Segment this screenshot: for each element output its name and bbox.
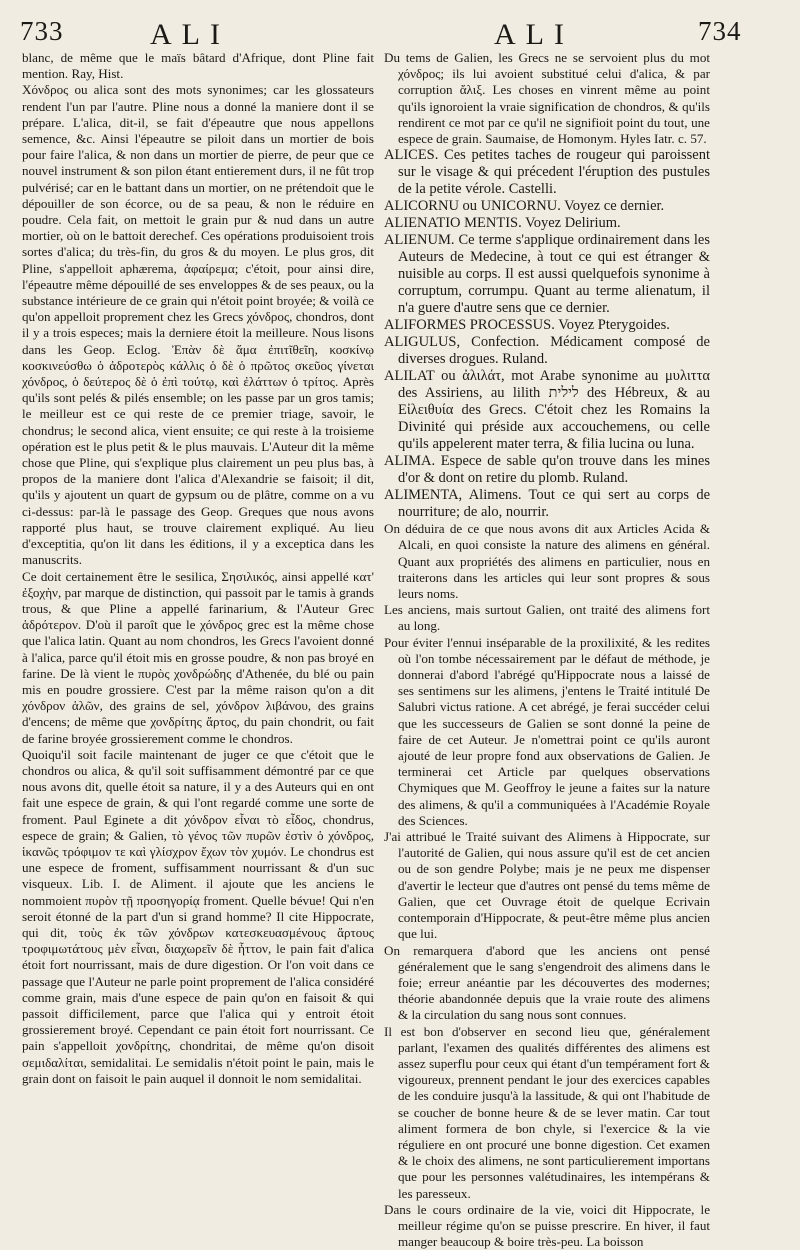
- entry-alima: ALIMA. Espece de sable qu'on trouve dans les mines d'or & dont on retire du plomb. Ruland.: [384, 453, 710, 487]
- paragraph: Il est bon d'observer en second lieu que, généralement parlant, l'examen des qualités différentes des alimens est assez superflu pour ceux qui étant d'un tempérament fort & vigoureux, prennent pendant le jour des exercices capables de les conduire jusqu'à la lassitude, & qui ont l'habitude de se coucher de bonne heure & de se lever matin. Car tout aliment formera de bon chyle, si l'exercice & la vie réguliere en ont procuré une bonne digestion. Cet examen & le choix des alimens, ne sont particulierement importans que pour les personnes valétudinaires, les intempérans & les paresseux.: [384, 1023, 710, 1201]
- entry-aligulus: ALIGULUS, Confection. Médicament composé de diverses drogues. Ruland.: [384, 334, 710, 368]
- paragraph: Quoiqu'il soit facile maintenant de juger ce que c'étoit que le chondros ou alica, & qu'il soit suffisamment démontré par ce que nous avons dit, quelle étoit sa nature, il y a des Auteurs qui en ont fait une espece de grain, & qui l'ont regardé comme une sorte de froment. Paul Eginete a dit χόνδρον εἶναι τὸ εἶδος, chondrus, espece de grain; & Galien, τὸ γένος τῶν πυρῶν ἐστὶν ὁ χόνδρος, ἱκανῶς τρόφιμον τε καὶ γλίσχρον ἔχων τὸν χυμόν. Le chondrus est une espece de froment, suffisamment nourrissant & d'un suc visqueux. Lib. I. de Aliment. il ajoute que les anciens le nommoient πυρὸν τῇ προσηγορίᾳ froment. Quelle bévue! Qui n'en seroit étonné de la part d'un si grand homme? Il cite Hippocrate, qui dit, τοὺς ἐκ τῶν χόνδρων κατεσκευασμένους ἄρτους τροφιμωτάτους μὲν εἶναι, διαχωρεῖν δὲ ἧττον, le pain fait d'alica étoit fort nourrissant, mais de dure digestion. Or l'on voit dans ce passage que l'Auteur ne parle point proprement de l'alica considéré comme grain, mais d'une espece de pain qu'on en faisoit & qui passoit difficilement, parce que l'alica qui y entroit étoit grossierement broyé. Cependant ce pain étoit fort nourrissant. Ce pain s'appelloit χονδρίτης, chondritai, de même qu'on disoit σεμιδαλίται, semidalitai. Le semidalis n'étoit point le pain, mais le grain dont on faisoit le pain auquel il donnoit le nom semidalitai.: [22, 746, 374, 1086]
- paragraph: On déduira de ce que nous avons dit aux Articles Acida & Alcali, en quoi consiste la nature des alimens en général. Quant aux propriétés des alimens en particulier, nous en traiterons dans les articles qui leur sont propres & sous leurs noms.: [384, 521, 710, 602]
- entry-alicornu: ALICORNU ou UNICORNU. Voyez ce dernier.: [384, 198, 665, 215]
- paragraph: On remarquera d'abord que les anciens ont pensé généralement que le sang s'engendroit des alimens dans le foie; erreur anéantie par les découvertes des modernes; théorie abandonnée depuis que la vraie route des alimens & la circulation du sang nous sont connues.: [384, 942, 710, 1023]
- paragraph: Les anciens, mais surtout Galien, ont traité des alimens fort au long.: [384, 602, 710, 634]
- paragraph: Pour éviter l'ennui inséparable de la proxilixité, & les redites où l'on tombe nécessairement par le défaut de méthode, je donnerai d'abord l'abrégé qu'Hippocrate nous a laissé de ses sentimens sur les alimens, j'entens le Traité intitulé De Salubri victus ratione. A cet abrégé, je ferai succéder celui que les successeurs de Galien se sont donné la peine de faire de cet Auteur. Je n'omettrai point ce qu'ils auront ajouté de leur propre fond aux observations de Galien. Je terminerai cet Article par quelques observations Chymiques que M. Geoffroy le jeune a faites sur la nature des alimens, & qu'il a communiquées à l'Académie Royale des Sciences.: [384, 634, 710, 828]
- paragraph: Χόνδρος ou alica sont des mots synonimes; car les glossateurs rendent l'un par l'autre. Pline nous a donné la maniere dont il se prépare. L'alica, dit-il, se fait d'épeautre que nous appellons semence, &c. Ainsi l'épeautre se piloit dans un mortier de bois pour faire l'alica, & non dans un mortier de pierre, de peur que ce nouvel instrument & son pilon étant entierement durs, il ne fût trop pulvérisé; car en le battant dans un mortier, on ne prétendoit que le dépouiller de son écorce, ou de sa peau, & non le réduire en poudre. Cela fait, on mettoit le grain pur & nud dans un autre mortier, où on le battoit derechef. Ces opérations produisoient trois sortes d'alica; du très-fin, du gros & du moyen. Le plus gros, dit Pline, s'appelloit aphærema, ἀφαίρεμα; c'étoit, pour ainsi dire, l'épeautre même dépouillé de ses enveloppes & de ses peaux, ou la substance intérieure de ce grain qui n'étoit point broyée; & voilà ce qu'on appelloit proprement chez les Grecs χόνδρος, chondros, dont il y a trois especes; mais la derniere étoit la meilleure. Nous lisons dans les Geop. Eclog. Ἐπὰν δὲ ἅμα ἐπιτῖθεῖη, κοσκίνῳ κοσκινεύσθω ὁ ἀδροτερὸς κάλλις ὁ δὲ ὁ πρῶτος σκεῦος γίνεται χόνδρος, ὁ δεύτερος δὲ ὁ ἐπὶ τούτῳ, καὶ ἐλάττων ὁ τρίτος. Après qu'ils sont pelés & pilés ensemble; on les passe par un gros tamis; le meilleur est ce qui reste de ce premier triage, savoir, le chondrus; le second alica, vient ensuite; ce qui reste à la troisieme opération est le plus petit & le plus mauvais. L'Auteur dit la même chose que Pline, qui s'explique plus clairement un peu plus bas, à propos de la maniere dont l'alica d'Alexandrie se faisoit; il dit, qu'ils y ajoutent un quart de gypsum ou de plâtre, comme on a vu ci-dessus: par-là le passage des Geop. Greques que nous avons rapporté plus haut, se trouve clairement expliqué. Au lieu d'exceptitia, qu'on lit dans les éditions, il y a exceptica dans les manuscrits.: [22, 82, 374, 568]
- right-page-number: 734: [698, 16, 742, 46]
- entry-alices: ALICES. Ces petites taches de rougeur qui paroissent sur le visage & qui précedent l'éruption des pustules de la petite vérole. Castelli.: [384, 147, 710, 198]
- left-page-number: 733: [20, 16, 64, 46]
- entry-alienatio-mentis: ALIENATIO MENTIS. Voyez Delirium.: [384, 215, 621, 232]
- paragraph: J'ai attribué le Traité suivant des Alimens à Hippocrate, sur l'autorité de Galien, qui nous assure qu'il est de cet ancien ou de son gendre Polybe; mais je ne peux me dispenser d'avertir le lecteur que d'autres ont pensé du tems même de Galien, que cet Ouvrage étoit de quelque Ecrivain contemporain d'Hippocrate, & peut-être même plus ancien que lui.: [384, 829, 710, 942]
- right-text-column: [384, 50, 710, 1250]
- entry-alilat: ALILAT ou ἀλιλάτ, mot Arabe synonime au μυλιττα des Assiriens, au lilith לילית des Hébreux, & au Εἰλειθυία des Grecs. C'étoit chez les Romains la Divinité qui préside aux accouchemens, ou celle qu'ils appelerent mater terra, & filia lucina ou luna.: [384, 368, 710, 453]
- left-running-headword: ALI: [150, 18, 230, 51]
- paragraph: Dans le cours ordinaire de la vie, voici dit Hippocrate, le meilleur régime qu'on se puisse prescrire. En hiver, il faut manger beaucoup & boire très-peu. La boisson: [384, 1201, 710, 1250]
- paragraph: Ce doit certainement être le sesilica, Σησιλικός, ainsi appellé κατ' ἐξοχὴν, par marque de distinction, qui passoit par le tamis à grands trous, & que Pline a appellé farinarium, & l'Auteur Grec ἁδρότερον. D'où il paroît que le χόνδρος grec est la même chose que l'alica latin. Quant au nom chondros, les Grecs l'avoient donné à l'alica, parce qu'il étoit mis en grosse poudre, & non pas broyé en farine. De là vient le πυρὸς χονδρώδης d'Athenée, du blé ou pain mis en poudre grossiere. C'est par la même raison qu'on a dit χόνδρον ἁλῶν, des grains de sel, χόνδρον λιβάνου, des grains d'encens; de même que χονδρίτης ἄρτος, du pain chondrit, ou fait de farine broyée grossierement comme le chondros.: [22, 568, 374, 746]
- entry-aliformes-processus: ALIFORMES PROCESSUS. Voyez Pterygoides.: [384, 317, 670, 334]
- left-text-column: [22, 50, 374, 1200]
- right-running-headword: ALI: [494, 18, 574, 51]
- entry-alienum: ALIENUM. Ce terme s'applique ordinairement dans les Auteurs de Medecine, à tout ce qui est étranger & nuisible au corps. Il est aussi quelquefois synonime à corruptum, corrumpu. Quant au terme alienatum, il n'a guere d'autre sens que ce dernier.: [384, 232, 710, 317]
- paragraph: Du tems de Galien, les Grecs ne se servoient plus du mot χόνδρος; ils lui avoient substitué celui d'alica, & par corruption ἄλιξ. Les choses en vinrent même au point qu'ils ignoroient la vraie signification de chondros, & qu'ils rendirent ce mot par ce qu'il ne signifioit point du tout, une espece de grain. Saumaise, de Homonym. Hyles Iatr. c. 57.: [384, 50, 710, 147]
- entry-alimenta: ALIMENTA, Alimens. Tout ce qui sert au corps de nourriture; de alo, nourrir.: [384, 487, 710, 521]
- paragraph: blanc, de même que le maïs bâtard d'Afrique, dont Pline fait mention. Ray, Hist.: [22, 50, 374, 82]
